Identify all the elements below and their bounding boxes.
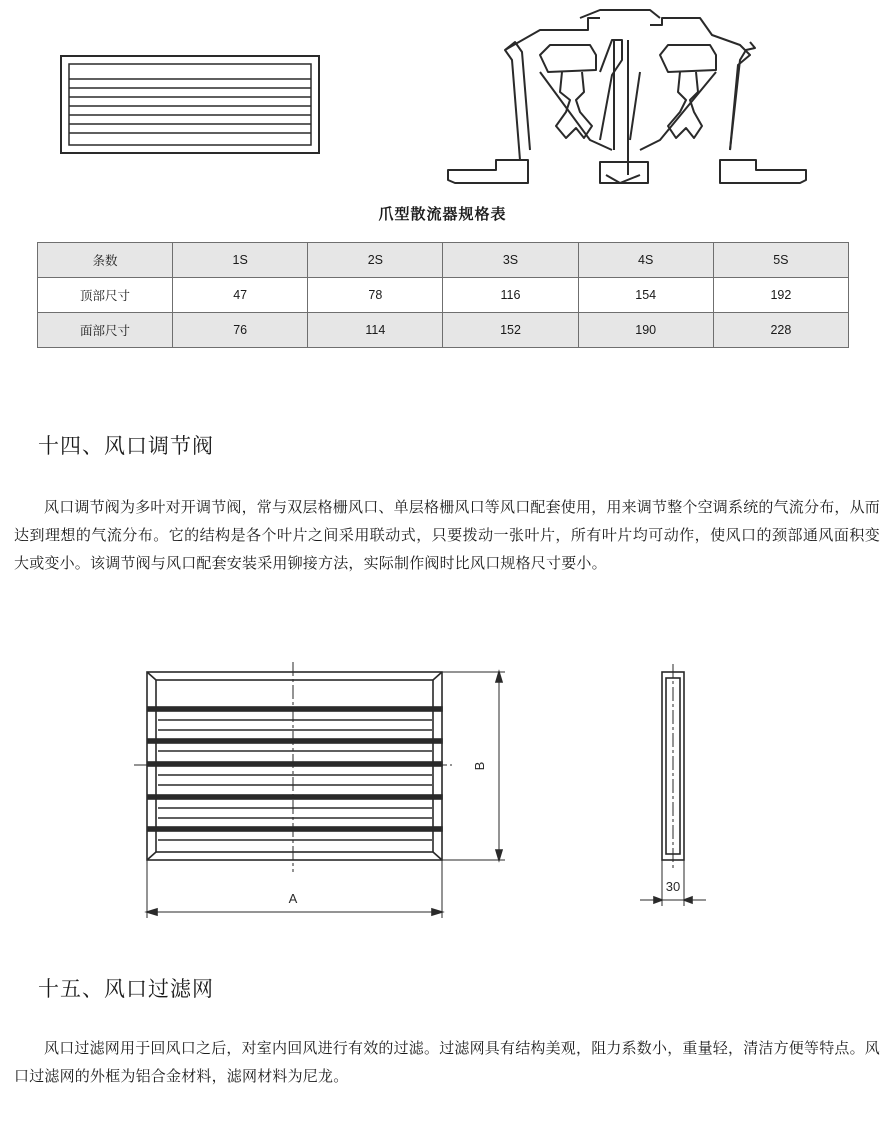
table-header-cell: 5S (713, 243, 848, 278)
table-row (38, 313, 849, 348)
table-cell: 192 (713, 278, 848, 313)
dimension-b-label: B (472, 761, 487, 771)
spec-table-title: 爪型散流器规格表 (378, 205, 507, 223)
section-14-paragraph: 风口调节阀为多叶对开调节阀，常与双层格栅风口、单层格栅风口等风口配套使用，用来调节整个空调系统的气流分布，从而达到理想的气流分布。它的结构是各个叶片之间采用联动式，只要拨动一张叶片，所有叶片均可动作，使风口的颈部通风面积变大或变小。该调节阀与风口配套安装采用铆接方法，实际制作阀时比风口规格尺寸要小。 (14, 498, 881, 572)
table-header-cell: 3S (443, 243, 578, 278)
section-14-heading: 十四、风口调节阀 (38, 434, 214, 458)
table-row-label: 面部尺寸 (38, 313, 173, 348)
table-cell: 47 (173, 278, 308, 313)
claw-diffuser-spec-table (37, 242, 849, 348)
table-cell: 228 (713, 313, 848, 348)
table-header-row (38, 243, 849, 278)
damper-side-view (0, 650, 885, 950)
table-header-cell: 1S (173, 243, 308, 278)
dimension-depth-label: 30 (665, 879, 681, 894)
table-cell: 152 (443, 313, 578, 348)
table-header-cell: 条数 (38, 243, 173, 278)
table-cell: 76 (173, 313, 308, 348)
table-cell: 116 (443, 278, 578, 313)
dimension-a-label: A (288, 891, 298, 906)
table-cell: 154 (578, 278, 713, 313)
table-row-label: 顶部尺寸 (38, 278, 173, 313)
table-header-cell: 2S (308, 243, 443, 278)
table-header-cell: 4S (578, 243, 713, 278)
claw-profile-section (0, 0, 885, 200)
table-cell: 190 (578, 313, 713, 348)
table-cell: 114 (308, 313, 443, 348)
section-15-paragraph: 风口过滤网用于回风口之后，对室内回风进行有效的过滤。过滤网具有结构美观，阻力系数小，重量轻，清洁方便等特点。风口过滤网的外框为铝合金材料，滤网材料为尼龙。 (14, 1039, 881, 1085)
table-row (38, 278, 849, 313)
section-15-heading: 十五、风口过滤网 (38, 977, 214, 1001)
table-cell: 78 (308, 278, 443, 313)
